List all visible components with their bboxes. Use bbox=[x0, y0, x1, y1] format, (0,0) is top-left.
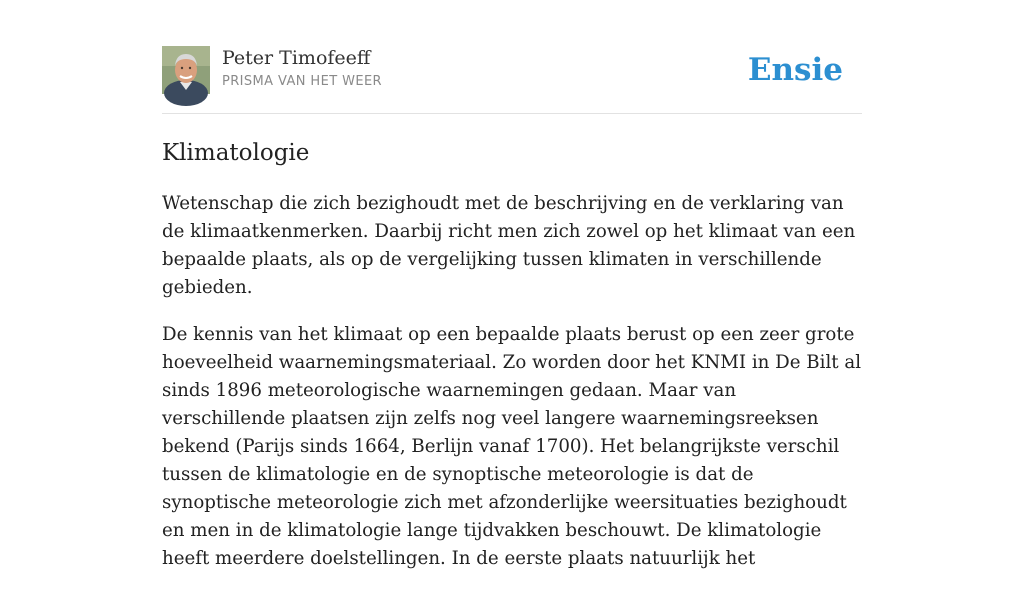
author-name[interactable]: Peter Timofeeff bbox=[222, 47, 371, 69]
article-title: Klimatologie bbox=[162, 140, 310, 166]
article-paragraph: De kennis van het klimaat op een bepaalde plaats berust op een zeer grote hoeveelheid waarnemingsmateriaal. Zo worden door het KNMI in De Bilt al sinds 1896 meteorologische waarnemingen gedaan. Maar van verschillende plaatsen zijn zelfs nog veel langere waarnemingsreeksen bekend (Parijs sinds 1664, Berlijn vanaf 1700). Het belangrijkste verschil tussen de klimatologie en de synoptische meteorologie is dat de synoptische meteorologie zich met afzonderlijke weersituaties bezighoudt en men in de klimatologie lange tijdvakken beschouwt. De klimatologie heeft meerdere doelstellingen. In de eerste plaats natuurlijk het bbox=[162, 324, 862, 569]
article-paragraph: Wetenschap die zich bezighoudt met de beschrijving en de verklaring van de klimaatkenmerken. Daarbij richt men zich zowel op het klimaat van een bepaalde plaats, als op de vergelijking tussen klimaten in verschillende gebieden. bbox=[162, 193, 856, 298]
publication-name[interactable]: PRISMA VAN HET WEER bbox=[222, 74, 382, 89]
author-header bbox=[162, 46, 862, 96]
header-divider bbox=[162, 113, 862, 114]
person-avatar-icon[interactable] bbox=[162, 46, 210, 94]
article bbox=[162, 136, 864, 592]
ensie-logo[interactable]: Ensie bbox=[747, 52, 843, 88]
